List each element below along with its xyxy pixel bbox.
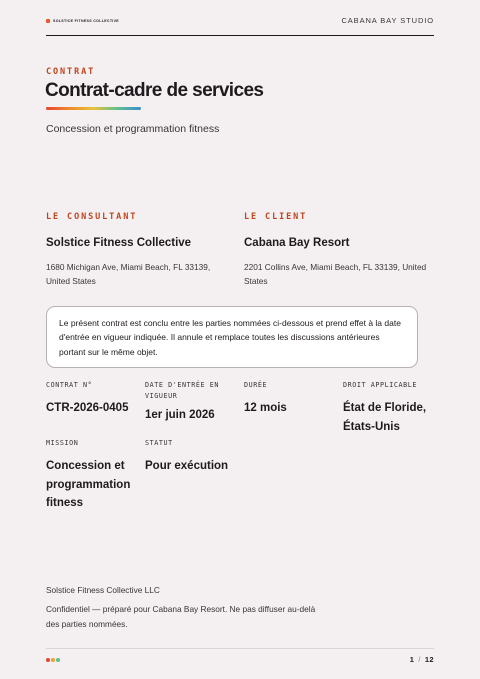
meta-label: DURÉE	[244, 381, 268, 389]
meta-label: DROIT APPLICABLE	[343, 381, 418, 389]
brand-mark-icon	[46, 19, 50, 23]
dot-icon	[46, 658, 50, 662]
page-header	[46, 16, 434, 36]
meta-status	[145, 438, 235, 476]
page-number	[410, 655, 434, 664]
meta-contract-no	[46, 380, 136, 418]
consultant-block	[46, 212, 236, 288]
meta-label: DATE D'ENTRÉE EN VIGUEUR	[145, 381, 220, 400]
title-gradient-bar	[46, 107, 141, 110]
meta-value: 1er juin 2026	[145, 409, 215, 421]
document-kicker: CONTRAT	[46, 67, 96, 77]
dot-icon	[56, 658, 60, 662]
preamble-notice: Le présent contrat est conclu entre les parties nommées ci-dessous et prend effet à la date d'entrée en vigueur indiquée. Il annule et remplace toutes les discussions antérieures portant sur le même objet.	[46, 306, 418, 368]
meta-value: Pour exécution	[145, 460, 229, 472]
document-title: Contrat-cadre de services	[45, 80, 264, 101]
meta-label: MISSION	[46, 439, 79, 447]
client-block	[244, 212, 434, 288]
studio-name: CABANA BAY STUDIO	[341, 16, 434, 25]
document-subtitle: Concession et programmation fitness	[46, 123, 220, 135]
meta-value: Concession et programmation fitness	[46, 460, 131, 509]
meta-mission	[46, 438, 136, 513]
meta-value: 12 mois	[244, 402, 287, 414]
footer-color-dots	[46, 658, 61, 662]
client-address: 2201 Collins Ave, Miami Beach, FL 33139, United States	[244, 262, 427, 286]
consultant-address: 1680 Michigan Ave, Miami Beach, FL 33139, United States	[46, 262, 211, 286]
client-label: LE CLIENT	[244, 212, 308, 222]
consultant-label: LE CONSULTANT	[46, 212, 138, 222]
meta-effective-date	[145, 380, 235, 425]
brand-name: SOLSTICE FITNESS COLLECTIVE	[53, 19, 120, 23]
brand	[46, 19, 119, 23]
consultant-name: Solstice Fitness Collective	[46, 237, 192, 249]
meta-label: STATUT	[145, 439, 173, 447]
meta-label: CONTRAT N°	[46, 381, 93, 389]
meta-value: État de Floride, États-Unis	[343, 402, 427, 433]
meta-governing-law	[343, 380, 433, 436]
dot-icon	[51, 658, 55, 662]
footer-divider	[46, 648, 434, 649]
page-separator: /	[418, 655, 421, 664]
page-total: 12	[424, 655, 434, 664]
page-current: 1	[409, 655, 415, 664]
footer-confidential-note: Confidentiel — préparé pour Cabana Bay Resort. Ne pas diffuser au-delà des parties nommées.	[46, 604, 316, 629]
client-name: Cabana Bay Resort	[244, 237, 350, 249]
meta-value: CTR-2026-0405	[46, 402, 129, 414]
footer-organization: Solstice Fitness Collective LLC	[46, 585, 160, 595]
meta-duration	[244, 380, 334, 418]
